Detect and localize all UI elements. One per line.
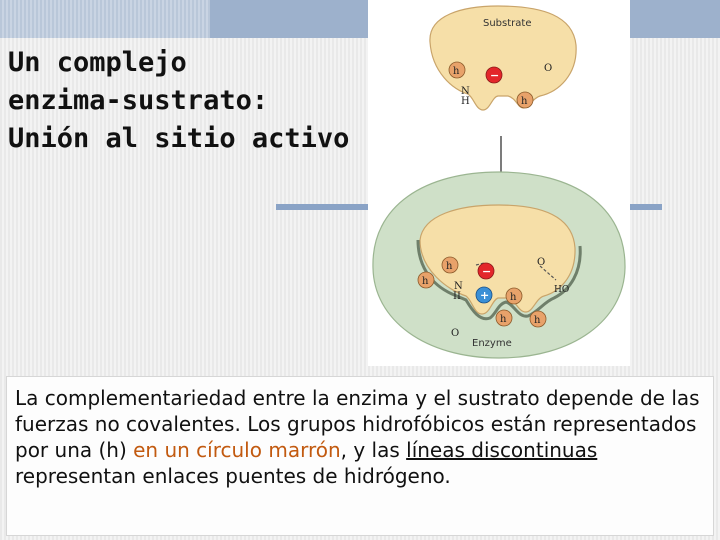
hydrophobic-label-1: h bbox=[453, 66, 460, 77]
hydrophobic-label-7: h bbox=[534, 315, 541, 326]
nitrogen-label-1: N bbox=[461, 86, 470, 97]
accent-line-left bbox=[276, 204, 368, 210]
enzyme-molecule bbox=[373, 172, 625, 358]
caption-text-2: , y las bbox=[340, 438, 407, 462]
hydrophobic-label-3: h bbox=[446, 261, 453, 272]
caption-text-3: representan enlaces puentes de hidrógeno. bbox=[15, 464, 451, 488]
hydrophobic-label-4: h bbox=[422, 276, 429, 287]
negative-label-1: − bbox=[490, 69, 500, 82]
slide-title bbox=[8, 44, 368, 158]
negative-label-2: − bbox=[482, 265, 492, 278]
nitrogen-label-2: N bbox=[454, 281, 463, 292]
hydrophobic-label-2: h bbox=[521, 96, 528, 107]
enzyme-substrate-figure bbox=[368, 0, 630, 366]
accent-line-right bbox=[630, 204, 662, 210]
substrate-molecule bbox=[430, 6, 576, 110]
top-bar-block-left bbox=[210, 0, 370, 38]
caption-text-1: La complementariedad entre la enzima y el sustrato depende de las fuerzas no covalentes. Los grupos hidrofóbicos están representados por una (h) bbox=[15, 386, 700, 462]
positive-label: + bbox=[480, 289, 490, 302]
hydrophobic-label-5: h bbox=[510, 292, 517, 303]
nh-label: II bbox=[453, 291, 461, 302]
enzyme-label: Enzyme bbox=[472, 338, 512, 349]
oxygen-label-1: O bbox=[544, 63, 553, 74]
title-line-2: enzima-sustrato: bbox=[8, 85, 269, 116]
oxygen-label-2: O bbox=[537, 257, 546, 268]
top-bar-block-right bbox=[630, 0, 720, 38]
caption-box bbox=[6, 376, 714, 536]
substrate-label: Substrate bbox=[483, 18, 532, 29]
caption-underlined: líneas discontinuas bbox=[406, 438, 598, 462]
ho-label: HO bbox=[554, 285, 570, 295]
caption-highlight: en un círculo marrón bbox=[133, 438, 341, 462]
oxygen-label-3: O bbox=[451, 328, 460, 339]
title-line-3: Unión al sitio activo bbox=[8, 123, 350, 154]
hydrogen-label-1: H bbox=[461, 96, 470, 107]
hydrophobic-label-6: h bbox=[500, 314, 507, 325]
title-line-1: Un complejo bbox=[8, 47, 187, 78]
